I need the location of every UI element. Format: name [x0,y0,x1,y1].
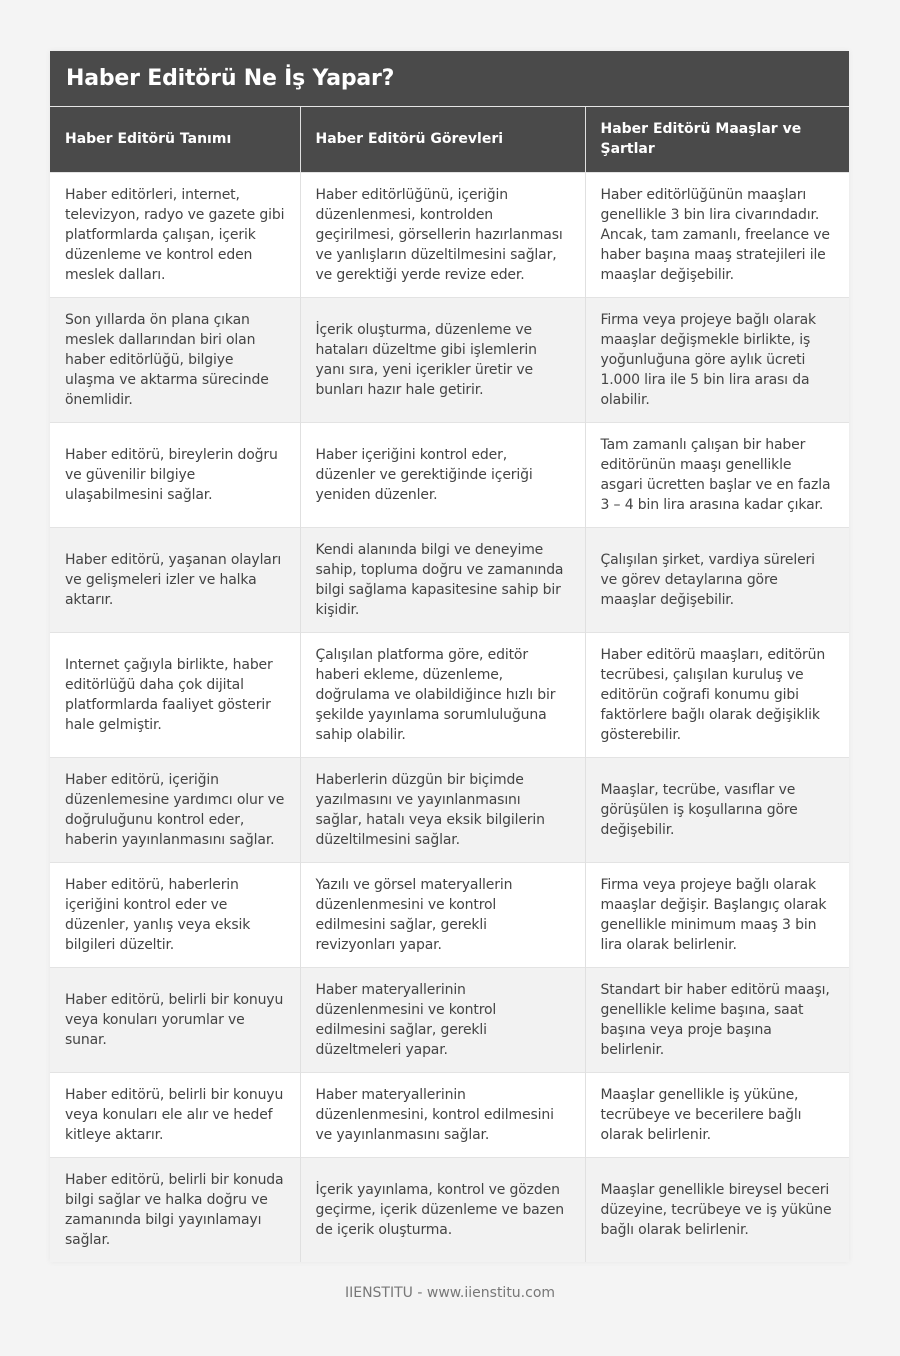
cell-salary: Maaşlar genellikle iş yüküne, tecrübeye ve becerilere bağlı olarak belirlenir. [585,1072,849,1157]
info-table-card [50,51,849,1262]
cell-definition: Internet çağıyla birlikte, haber editörlüğü daha çok dijital platformlarda faaliyet gösterir hale gelmiştir. [50,632,300,757]
cell-duties: İçerik oluşturma, düzenleme ve hataları düzeltme gibi işlemlerin yanı sıra, yeni içerikler üretir ve bunları hazır hale getirir. [300,297,585,422]
cell-salary: Firma veya projeye bağlı olarak maaşlar değişmekle birlikte, iş yoğunluğuna göre aylık ücreti 1.000 lira ile 5 bin lira arası da olabilir. [585,297,849,422]
cell-duties: Kendi alanında bilgi ve deneyime sahip, topluma doğru ve zamanında bilgi sağlama kapasitesine sahip bir kişidir. [300,527,585,632]
cell-definition: Haber editörü, belirli bir konuda bilgi sağlar ve halka doğru ve zamanında bilgi yayınlamayı sağlar. [50,1157,300,1262]
cell-duties: Haber materyallerinin düzenlenmesini ve kontrol edilmesini sağlar, gerekli düzeltmeleri yapar. [300,967,585,1072]
cell-definition: Son yıllarda ön plana çıkan meslek dallarından biri olan haber editörlüğü, bilgiye ulaşma ve aktarma sürecinde önemlidir. [50,297,300,422]
cell-salary: Haber editörlüğünün maaşları genellikle 3 bin lira civarındadır. Ancak, tam zamanlı, freelance ve haber başına maaş stratejileri ile maaşlar değişebilir. [585,172,849,297]
table-row [50,967,849,1072]
table-row [50,527,849,632]
cell-duties: Yazılı ve görsel materyallerin düzenlenmesini ve kontrol edilmesini sağlar, gerekli revizyonları yapar. [300,862,585,967]
table-row [50,297,849,422]
cell-definition: Haber editörü, yaşanan olayları ve gelişmeleri izler ve halka aktarır. [50,527,300,632]
cell-salary: Firma veya projeye bağlı olarak maaşlar değişir. Başlangıç olarak genellikle minimum maaş 3 bin lira olarak belirlenir. [585,862,849,967]
table-row [50,862,849,967]
cell-definition: Haber editörü, belirli bir konuyu veya konuları ele alır ve hedef kitleye aktarır. [50,1072,300,1157]
table-row [50,172,849,297]
column-header-salary: Haber Editörü Maaşlar ve Şartlar [585,107,849,172]
cell-definition: Haber editörü, içeriğin düzenlemesine yardımcı olur ve doğruluğunu kontrol eder, haberin yayınlanmasını sağlar. [50,757,300,862]
cell-duties: Haber içeriğini kontrol eder, düzenler ve gerektiğinde içeriği yeniden düzenler. [300,422,585,527]
title-bar [50,51,849,107]
cell-duties: Çalışılan platforma göre, editör haberi ekleme, düzenleme, doğrulama ve olabildiğince hızlı bir şekilde yayınlama sorumluluğuna sahip olabilir. [300,632,585,757]
cell-salary: Standart bir haber editörü maaşı, genellikle kelime başına, saat başına veya proje başına belirlenir. [585,967,849,1072]
cell-definition: Haber editörü, bireylerin doğru ve güvenilir bilgiye ulaşabilmesini sağlar. [50,422,300,527]
column-header-definition: Haber Editörü Tanımı [50,107,300,172]
footer-credit: IIENSTITU - www.iienstitu.com [344,1285,556,1301]
cell-salary: Maaşlar, tecrübe, vasıflar ve görüşülen iş koşullarına göre değişebilir. [585,757,849,862]
cell-salary: Haber editörü maaşları, editörün tecrübesi, çalışılan kuruluş ve editörün coğrafi konumu gibi faktörlere bağlı olarak değişiklik gösterebilir. [585,632,849,757]
table-row [50,422,849,527]
table-header-row [50,107,849,172]
page-title: Haber Editörü Ne İş Yapar? [66,66,395,91]
cell-salary: Çalışılan şirket, vardiya süreleri ve görev detaylarına göre maaşlar değişebilir. [585,527,849,632]
table-row [50,757,849,862]
column-header-duties: Haber Editörü Görevleri [300,107,585,172]
table-row [50,1157,849,1262]
cell-duties: İçerik yayınlama, kontrol ve gözden geçirme, içerik düzenleme ve bazen de içerik oluşturma. [300,1157,585,1262]
cell-duties: Haberlerin düzgün bir biçimde yazılmasını ve yayınlanmasını sağlar, hatalı veya eksik bilgilerin düzeltilmesini sağlar. [300,757,585,862]
cell-duties: Haber materyallerinin düzenlenmesini, kontrol edilmesini ve yayınlanmasını sağlar. [300,1072,585,1157]
cell-definition: Haber editörleri, internet, televizyon, radyo ve gazete gibi platformlarda çalışan, içerik düzenleme ve kontrol eden meslek dalları. [50,172,300,297]
info-table [50,107,849,1262]
table-row [50,1072,849,1157]
table-row [50,632,849,757]
cell-definition: Haber editörü, haberlerin içeriğini kontrol eder ve düzenler, yanlış veya eksik bilgileri düzeltir. [50,862,300,967]
cell-definition: Haber editörü, belirli bir konuyu veya konuları yorumlar ve sunar. [50,967,300,1072]
cell-salary: Maaşlar genellikle bireysel beceri düzeyine, tecrübeye ve iş yüküne bağlı olarak belirlenir. [585,1157,849,1262]
cell-salary: Tam zamanlı çalışan bir haber editörünün maaşı genellikle asgari ücretten başlar ve en fazla 3 – 4 bin lira arasına kadar çıkar. [585,422,849,527]
cell-duties: Haber editörlüğünü, içeriğin düzenlenmesi, kontrolden geçirilmesi, görsellerin hazırlanması ve yanlışların düzeltilmesini sağlar, ve gerektiği yerde revize eder. [300,172,585,297]
